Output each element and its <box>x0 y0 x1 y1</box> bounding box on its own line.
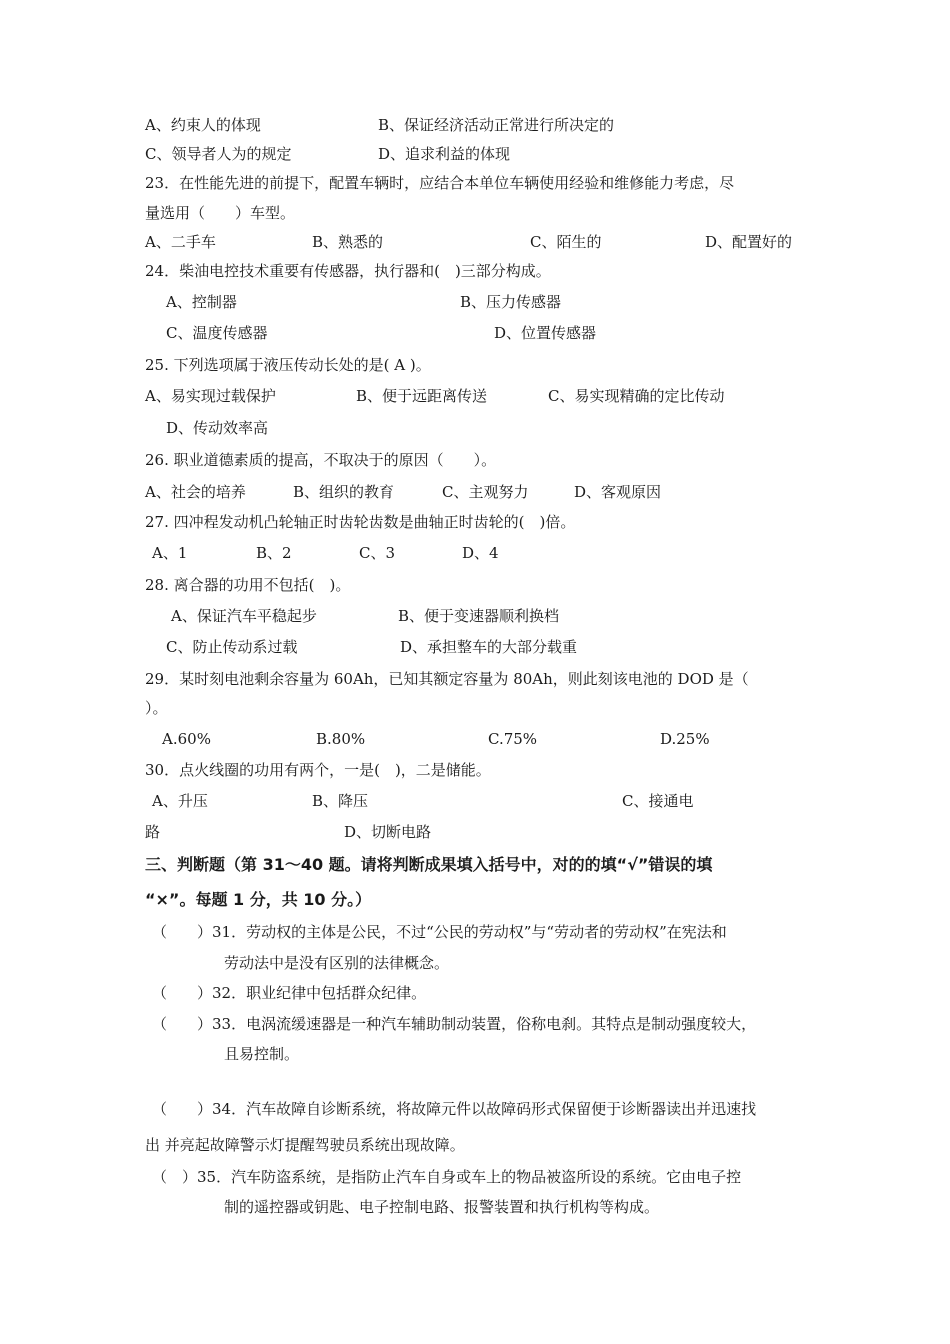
q34-line-1: （ ）34．汽车故障自诊断系统，将故障元件以故障码形式保留便于诊断器读出并迅速找 <box>152 1100 757 1118</box>
q24-option-d: D、位置传感器 <box>494 324 597 342</box>
q30-option-b: B、降压 <box>312 792 369 810</box>
q35-line-2: 制的遥控器或钥匙、电子控制电路、报警装置和执行机构等构成。 <box>224 1198 660 1216</box>
q30-option-d: D、切断电路 <box>344 823 432 841</box>
q30-option-a: A、升压 <box>152 792 208 810</box>
q28-stem: 28. 离合器的功用不包括( )。 <box>145 576 351 594</box>
q28-option-a: A、保证汽车平稳起步 <box>171 607 317 625</box>
q30-option-c-part-1: C、接通电 <box>622 792 694 810</box>
q25-option-a: A、易实现过载保护 <box>145 387 276 405</box>
q24-stem: 24．柴油电控技术重要有传感器，执行器和( )三部分构成。 <box>145 262 551 280</box>
q27-option-c: C、3 <box>359 544 396 562</box>
q30-stem: 30．点火线圈的功用有两个，一是( )，二是储能。 <box>145 761 491 779</box>
q29-option-d: D.25% <box>660 730 710 748</box>
q23-option-c: C、陌生的 <box>530 233 602 251</box>
q28-option-c: C、防止传动系过载 <box>166 638 298 656</box>
q28-option-d: D、承担整车的大部分载重 <box>400 638 578 656</box>
q23-option-d: D、配置好的 <box>705 233 793 251</box>
q26-option-d: D、客观原因 <box>574 483 662 501</box>
q25-option-b: B、便于远距离传送 <box>356 387 488 405</box>
q29-option-a: A.60% <box>162 730 211 748</box>
q35-line-1: （ ）35．汽车防盗系统，是指防止汽车自身或车上的物品被盗所设的系统。它由电子控 <box>152 1168 742 1186</box>
q22-option-a: A、约束人的体现 <box>145 116 261 134</box>
q26-option-c: C、主观努力 <box>442 483 529 501</box>
q27-option-b: B、2 <box>256 544 292 562</box>
q22-option-b: B、保证经济活动正常进行所决定的 <box>378 116 615 134</box>
q33-line-2: 且易控制。 <box>224 1045 300 1063</box>
q26-stem: 26. 职业道德素质的提高，不取决于的原因（ ）。 <box>145 451 497 469</box>
q29-stem-line-2: ）。 <box>145 699 168 717</box>
q34-line-2: 出 并亮起故障警示灯提醒驾驶员系统出现故障。 <box>145 1136 465 1154</box>
q30-option-c-part-2: 路 <box>145 823 161 841</box>
q28-option-b: B、便于变速器顺利换档 <box>398 607 560 625</box>
q23-option-b: B、熟悉的 <box>312 233 384 251</box>
q26-option-a: A、社会的培养 <box>145 483 246 501</box>
q25-option-c: C、易实现精确的定比传动 <box>548 387 725 405</box>
q27-stem: 27. 四冲程发动机凸轮轴正时齿轮齿数是曲轴正时齿轮的( )倍。 <box>145 513 576 531</box>
q25-option-d: D、传动效率高 <box>166 419 269 437</box>
q24-option-a: A、控制器 <box>166 293 237 311</box>
q33-line-1: （ ）33．电涡流缓速器是一种汽车辅助制动装置，俗称电刹。其特点是制动强度较大， <box>152 1015 757 1033</box>
q27-option-d: D、4 <box>462 544 499 562</box>
q31-line-2: 劳动法中是没有区别的法律概念。 <box>224 954 450 972</box>
q29-option-c: C.75% <box>488 730 538 748</box>
q26-option-b: B、组织的教育 <box>293 483 395 501</box>
q24-option-c: C、温度传感器 <box>166 324 268 342</box>
q22-option-c: C、领导者人为的规定 <box>145 145 292 163</box>
q23-stem-line-2: 量选用（ ）车型。 <box>145 204 296 222</box>
q25-stem: 25. 下列选项属于液压传动长处的是( A )。 <box>145 356 431 374</box>
q29-stem-line-1: 29．某时刻电池剩余容量为 60Ah，已知其额定容量为 80Ah，则此刻该电池的 DOD 是（ <box>145 670 749 688</box>
q27-option-a: A、1 <box>152 544 188 562</box>
q23-option-a: A、二手车 <box>145 233 216 251</box>
q32: （ ）32．职业纪律中包括群众纪律。 <box>152 984 427 1002</box>
q29-option-b: B.80% <box>316 730 366 748</box>
q31-line-1: （ ）31．劳动权的主体是公民，不过“公民的劳动权”与“劳动者的劳动权”在宪法和 <box>152 923 727 941</box>
section-3-heading-line-2: “×”。每题 1 分，共 10 分。） <box>145 890 372 909</box>
q23-stem-line-1: 23．在性能先进的前提下，配置车辆时，应结合本单位车辆使用经验和维修能力考虑，尽 <box>145 174 735 192</box>
section-3-heading-line-1: 三、判断题（第 31～40 题。请将判断成果填入括号中，对的的填“√”错误的填 <box>145 855 713 874</box>
q22-option-d: D、追求利益的体现 <box>378 145 511 163</box>
q24-option-b: B、压力传感器 <box>460 293 562 311</box>
